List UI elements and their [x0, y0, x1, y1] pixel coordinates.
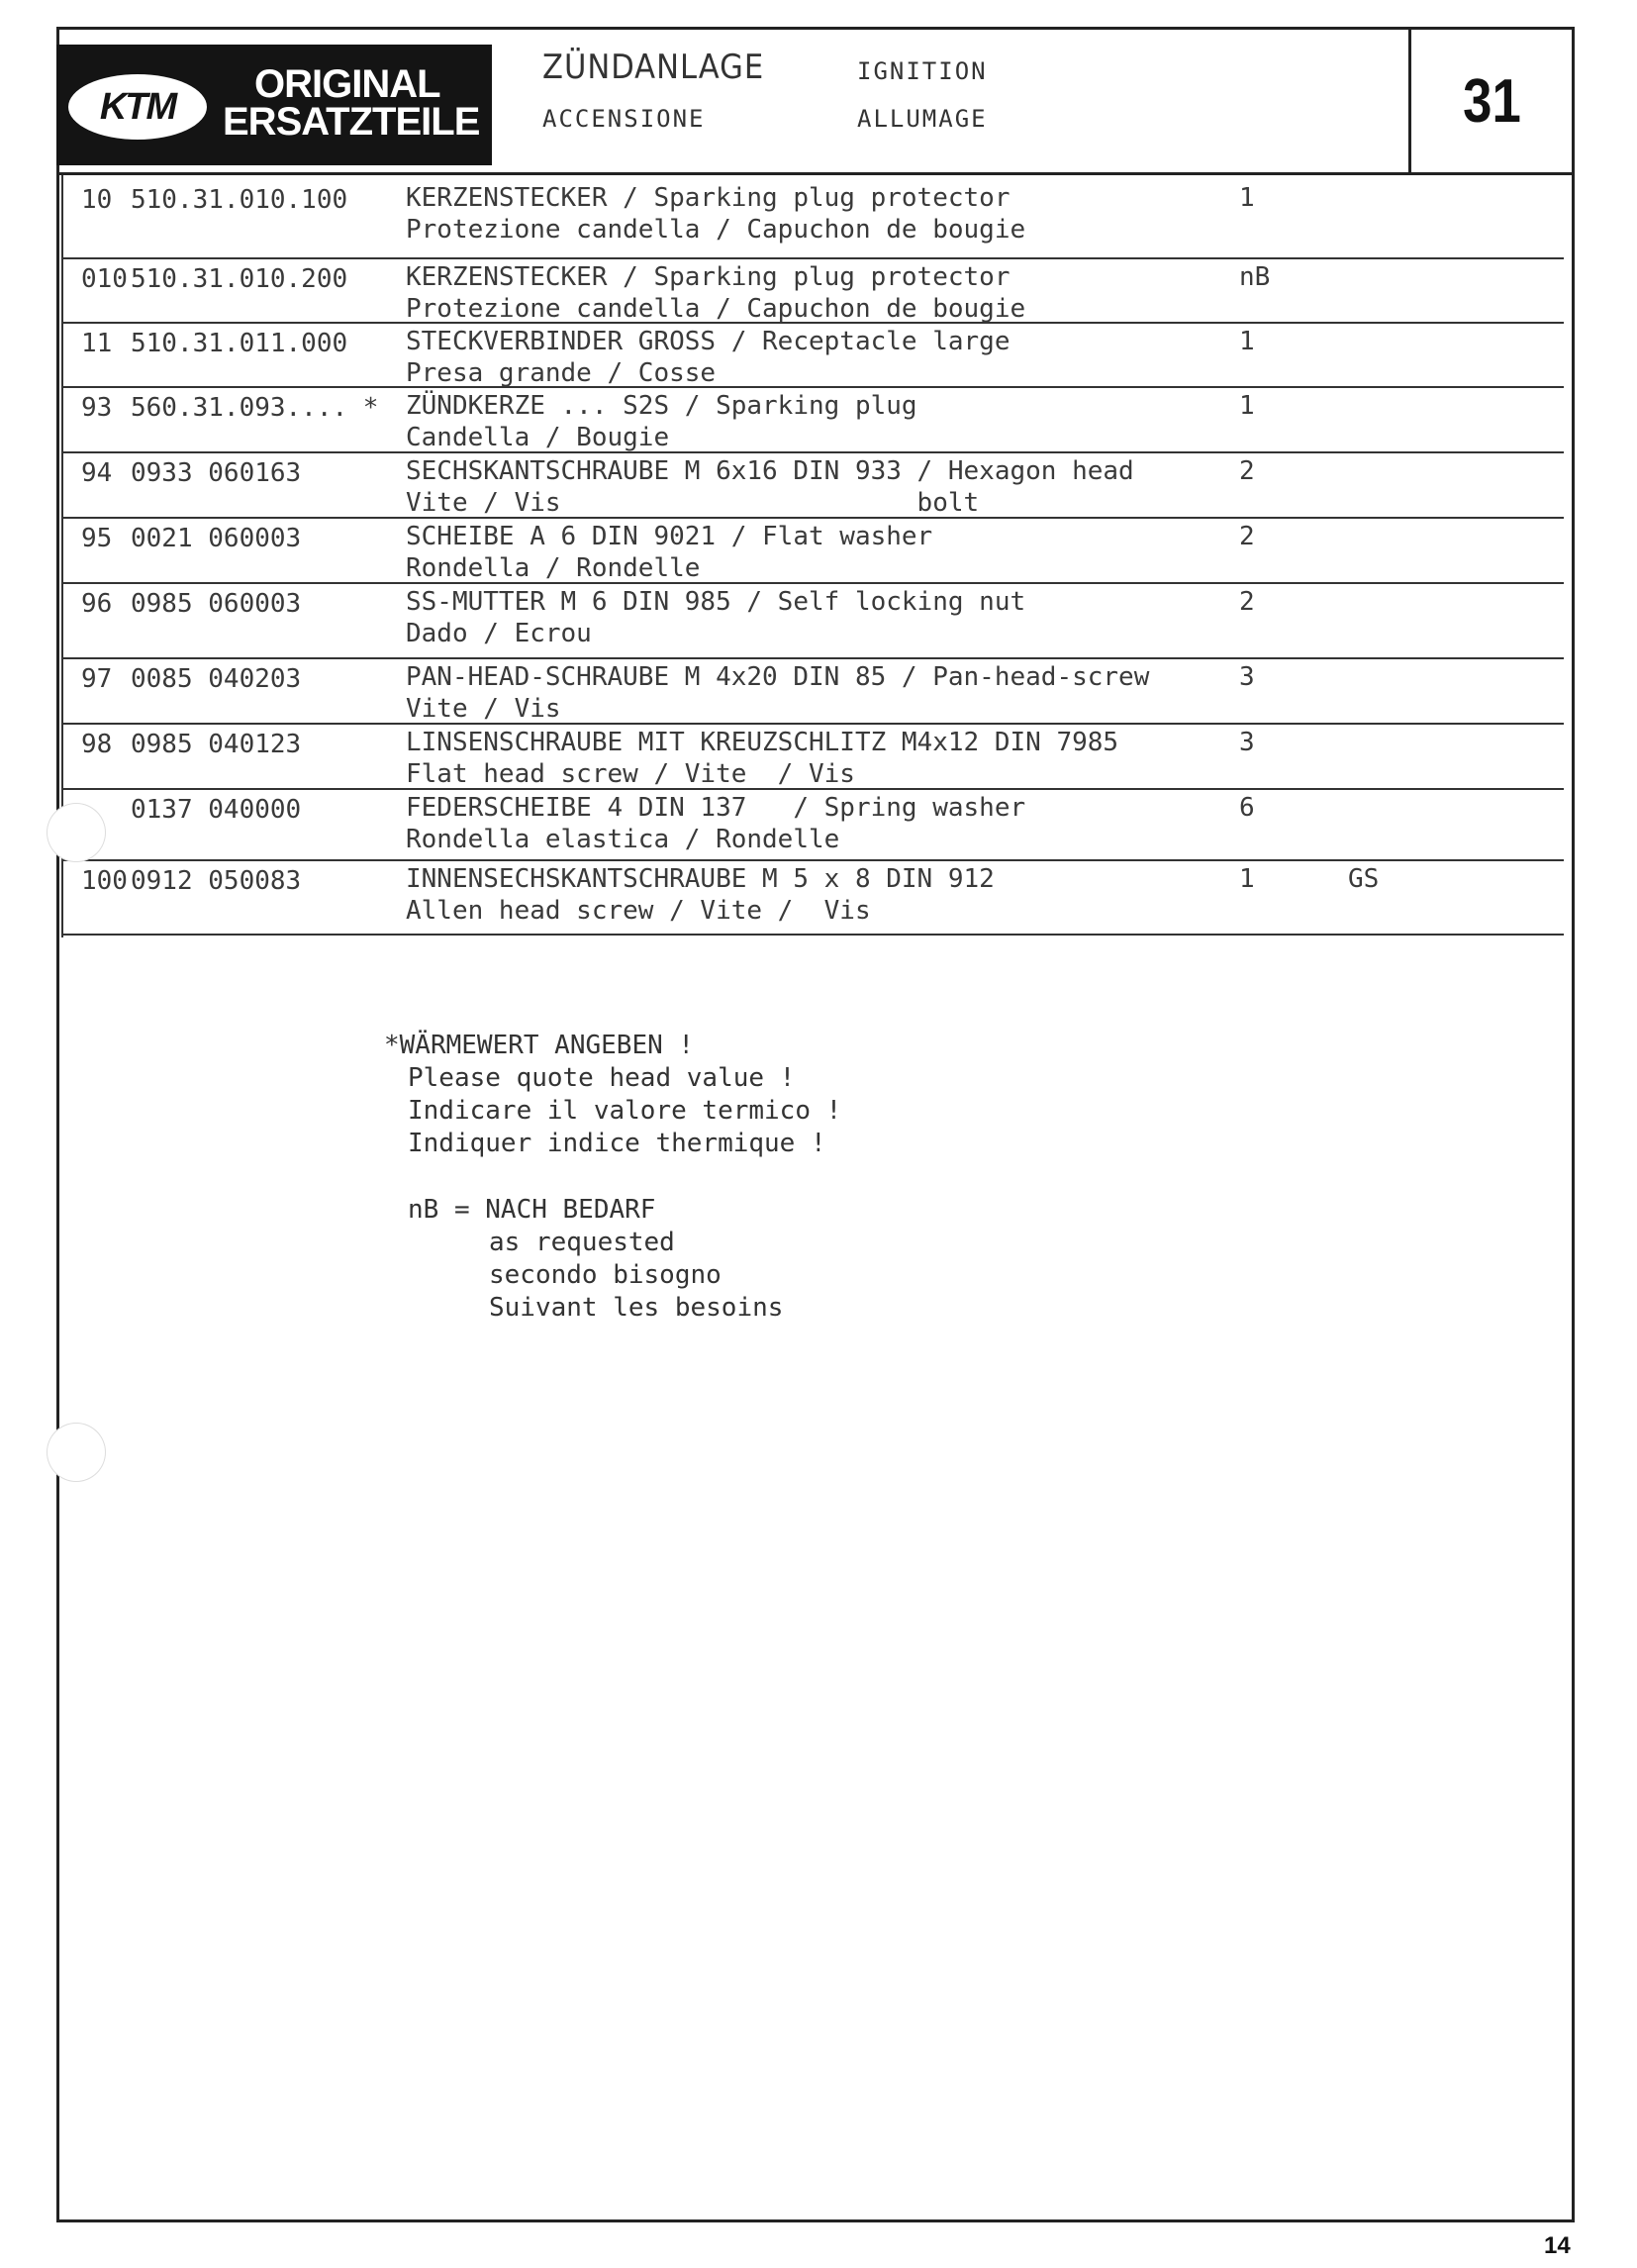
description-line2: Protezione candella / Capuchon de bougie: [406, 294, 1026, 324]
note-nb-en: as requested: [489, 1228, 675, 1257]
position-number: 93: [81, 393, 113, 423]
group-number-box: [1408, 30, 1572, 172]
description-line2: Rondella elastica / Rondelle: [406, 825, 840, 854]
quantity: 1: [1239, 183, 1255, 213]
position-number: 11: [81, 329, 113, 358]
description-line2: Allen head screw / Vite / Vis: [406, 896, 871, 926]
part-number: 0137 040000: [131, 795, 302, 825]
position-number: 98: [81, 730, 113, 759]
part-number: 510.31.010.100: [131, 185, 348, 215]
quantity: 6: [1239, 793, 1255, 823]
table-row: [61, 861, 1564, 936]
description-line1: STECKVERBINDER GROSS / Receptacle large: [406, 327, 1011, 356]
description-line1: KERZENSTECKER / Sparking plug protector: [406, 183, 1011, 213]
title-it: ACCENSIONE: [542, 105, 706, 133]
quantity: 1: [1239, 864, 1255, 894]
table-row: [61, 519, 1564, 584]
description-line1: KERZENSTECKER / Sparking plug protector: [406, 262, 1011, 292]
note-heat-fr: Indiquer indice thermique !: [408, 1129, 826, 1158]
position-number: 97: [81, 664, 113, 694]
page-number: 14: [1544, 2232, 1571, 2259]
part-number: 0085 040203: [131, 664, 302, 694]
punch-hole: [48, 804, 105, 861]
title-fr: ALLUMAGE: [857, 105, 988, 133]
table-row: [61, 259, 1564, 324]
quantity: 3: [1239, 728, 1255, 757]
remark: GS: [1348, 864, 1380, 894]
part-number: 560.31.093.... *: [131, 393, 379, 423]
quantity: 2: [1239, 456, 1255, 486]
table-row: [61, 659, 1564, 725]
quantity: 1: [1239, 327, 1255, 356]
description-line1: LINSENSCHRAUBE MIT KREUZSCHLITZ M4x12 DIN 7985: [406, 728, 1119, 757]
brand-line1: ORIGINAL: [254, 62, 440, 106]
position-number: 010: [81, 264, 128, 294]
description-line2: Candella / Bougie: [406, 423, 670, 452]
description-line2: Presa grande / Cosse: [406, 358, 717, 388]
description-line2: Vite / Vis: [406, 694, 561, 724]
ktm-logo-mark: KTM: [68, 74, 207, 140]
brand-logo: [56, 45, 492, 165]
title-de: ZÜNDANLAGE: [542, 48, 765, 87]
note-nb-fr: Suivant les besoins: [489, 1293, 784, 1323]
part-number: 0985 060003: [131, 589, 302, 619]
description-line2: Flat head screw / Vite / Vis: [406, 759, 855, 789]
description-line2: Protezione candella / Capuchon de bougie: [406, 215, 1026, 245]
note-nb-it: secondo bisogno: [489, 1260, 722, 1290]
quantity: 1: [1239, 391, 1255, 421]
punch-hole: [48, 1424, 105, 1481]
description-line1: FEDERSCHEIBE 4 DIN 137 / Spring washer: [406, 793, 1026, 823]
description-line1: INNENSECHSKANTSCHRAUBE M 5 x 8 DIN 912: [406, 864, 995, 894]
part-number: 0933 060163: [131, 458, 302, 488]
position-number: 10: [81, 185, 113, 215]
description-line2: Vite / Vis bolt: [406, 488, 980, 518]
part-number: 0985 040123: [131, 730, 302, 759]
description-line1: SS-MUTTER M 6 DIN 985 / Self locking nut: [406, 587, 1026, 617]
group-number: 31: [1462, 66, 1521, 136]
part-number: 0912 050083: [131, 866, 302, 896]
quantity: 2: [1239, 522, 1255, 551]
position-number: 100: [81, 866, 128, 896]
table-row: [61, 725, 1564, 790]
brand-line2: ERSATZTEILE: [223, 100, 480, 144]
note-heat-en: Please quote head value !: [408, 1063, 796, 1093]
position-number: 95: [81, 524, 113, 553]
table-row: [61, 180, 1564, 259]
table-row: [61, 388, 1564, 453]
position-number: 94: [81, 458, 113, 488]
quantity: 2: [1239, 587, 1255, 617]
description-line2: Rondella / Rondelle: [406, 553, 701, 583]
description-line1: SECHSKANTSCHRAUBE M 6x16 DIN 933 / Hexagon head: [406, 456, 1134, 486]
description-line1: ZÜNDKERZE ... S2S / Sparking plug: [406, 391, 917, 421]
table-row: [61, 453, 1564, 519]
note-heat-de: *WÄRMEWERT ANGEBEN !: [384, 1031, 695, 1060]
quantity: nB: [1239, 262, 1271, 292]
note-nb-de: nB = NACH BEDARF: [408, 1195, 656, 1225]
title-en: IGNITION: [857, 57, 988, 85]
table-row: [61, 324, 1564, 388]
position-number: 96: [81, 589, 113, 619]
description-line1: PAN-HEAD-SCHRAUBE M 4x20 DIN 85 / Pan-head-screw: [406, 662, 1150, 692]
part-number: 0021 060003: [131, 524, 302, 553]
part-number: 510.31.010.200: [131, 264, 348, 294]
table-row: [61, 790, 1564, 861]
quantity: 3: [1239, 662, 1255, 692]
note-heat-it: Indicare il valore termico !: [408, 1096, 842, 1126]
description-line1: SCHEIBE A 6 DIN 9021 / Flat washer: [406, 522, 933, 551]
table-row: [61, 584, 1564, 659]
part-number: 510.31.011.000: [131, 329, 348, 358]
description-line2: Dado / Ecrou: [406, 619, 592, 648]
